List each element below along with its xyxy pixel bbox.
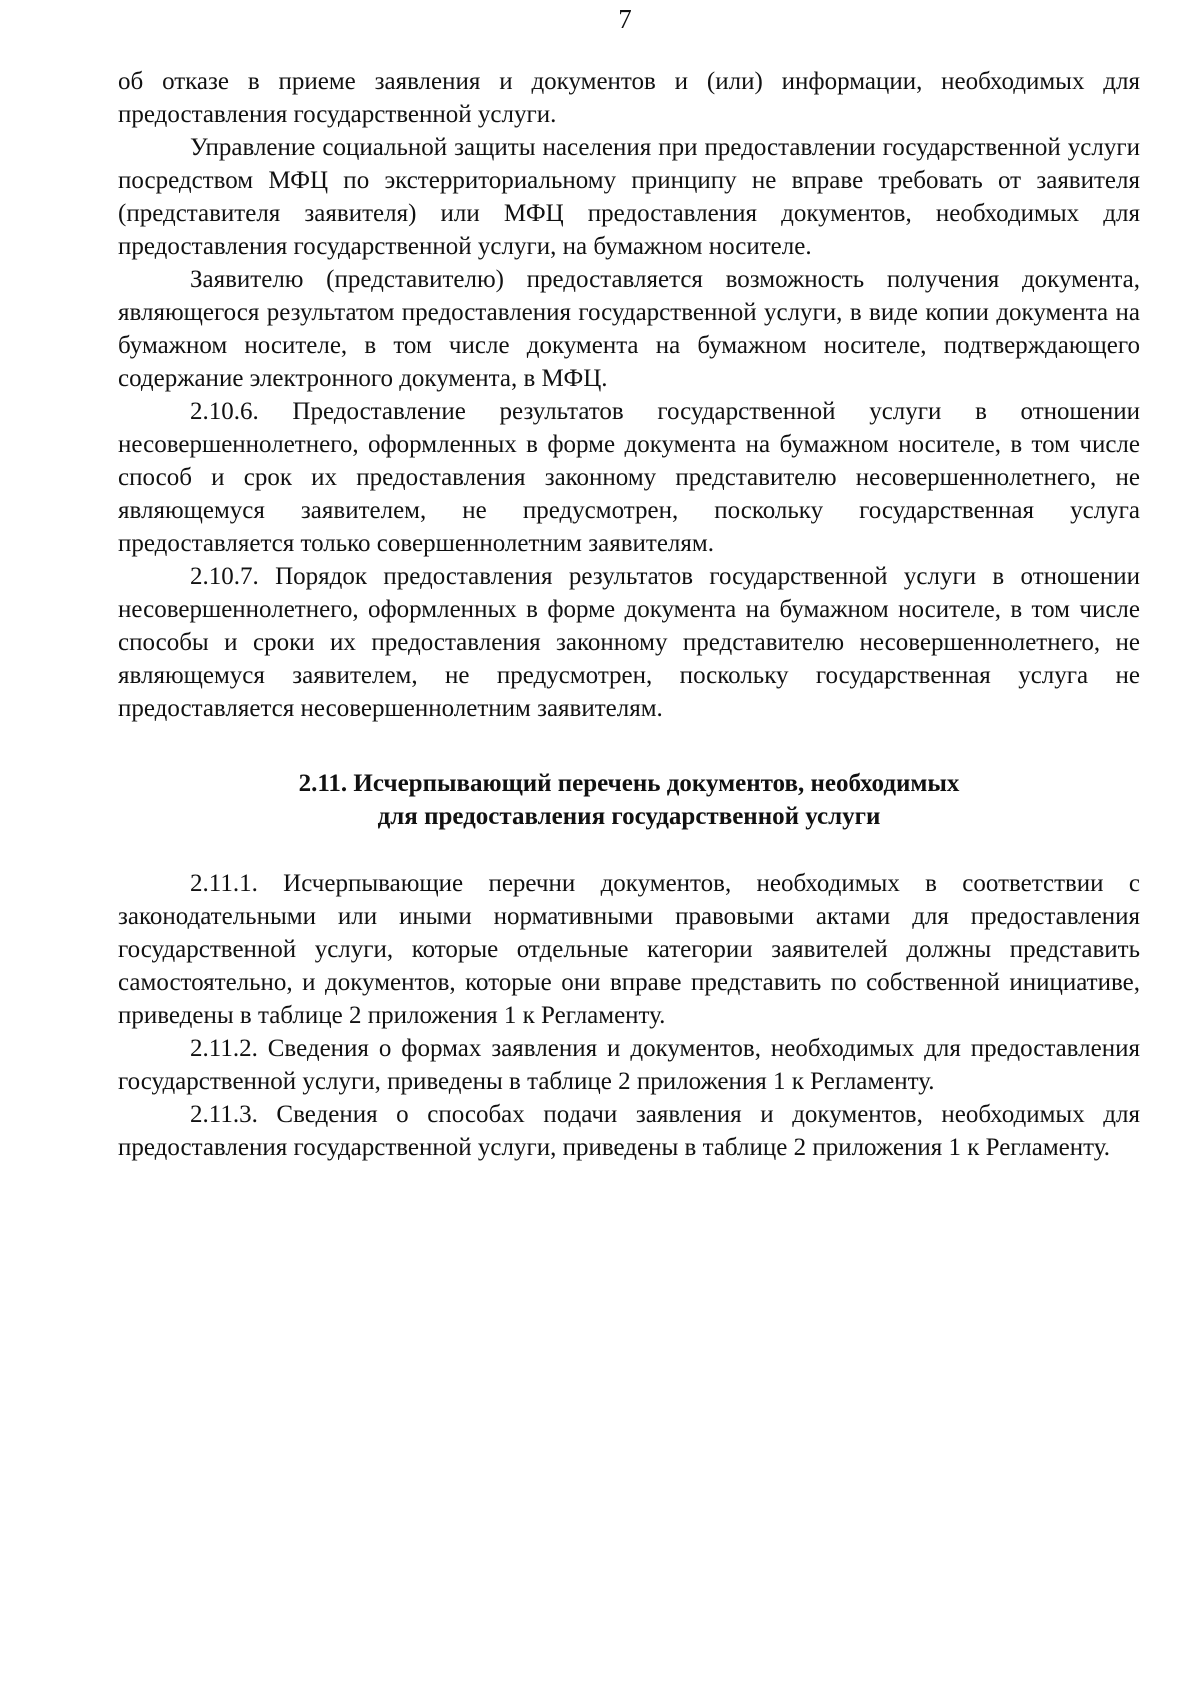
section-heading-line-2: для предоставления государственной услуги [377,803,881,830]
page-number: 7 [618,4,632,34]
paragraph-2-10-7: 2.10.7. Порядок предоставления результатов государственной услуги в отношении несовершеннолетнего, оформленных в форме документа на бумажном носителе, в том числе способы и сроки их предоставления законному представителю несовершеннолетнего, не являющемуся заявителем, не предусмотрен, поскольку государственная услуга не предоставляется несовершеннолетним заявителям. [118,563,1140,722]
paragraph-result-copy: Заявителю (представителю) предоставляется возможность получения документа, являющегося результатом предоставления государственной услуги, в виде копии документа на бумажном носителе, в том числе документа на бумажном носителе, подтверждающего содержание электронного документа, в МФЦ. [118,266,1140,392]
paragraph-continuation: об отказе в приеме заявления и документов и (или) информации, необходимых для предоставления государственной услуги. [118,68,1140,128]
paragraph-2-11-3: 2.11.3. Сведения о способах подачи заявления и документов, необходимых для предоставления государственной услуги, приведены в таблице 2 приложения 1 к Регламенту. [118,1101,1140,1161]
document-body [118,65,1140,1164]
paragraph-2-11-2: 2.11.2. Сведения о формах заявления и документов, необходимых для предоставления государственной услуги, приведены в таблице 2 приложения 1 к Регламенту. [118,1035,1140,1095]
section-heading-2-11 [118,767,1140,833]
section-heading-line-1: 2.11. Исчерпывающий перечень документов, необходимых [298,770,960,797]
paragraph-extraterritorial: Управление социальной защиты населения при предоставлении государственной услуги посредством МФЦ по экстерриториальному принципу не вправе требовать от заявителя (представителя заявителя) или МФЦ предоставления документов, необходимых для предоставления государственной услуги, на бумажном носителе. [118,134,1140,260]
paragraph-2-10-6: 2.10.6. Предоставление результатов государственной услуги в отношении несовершеннолетнего, оформленных в форме документа на бумажном носителе, в том числе способ и срок их предоставления законному представителю несовершеннолетнего, не являющемуся заявителем, не предусмотрен, поскольку государственная услуга предоставляется только совершеннолетним заявителям. [118,398,1140,557]
paragraph-2-11-1: 2.11.1. Исчерпывающие перечни документов, необходимых в соответствии с законодательными или иными нормативными правовыми актами для предоставления государственной услуги, которые отдельные категории заявителей должны представить самостоятельно, и документов, которые они вправе представить по собственной инициативе, приведены в таблице 2 приложения 1 к Регламенту. [118,870,1140,1029]
